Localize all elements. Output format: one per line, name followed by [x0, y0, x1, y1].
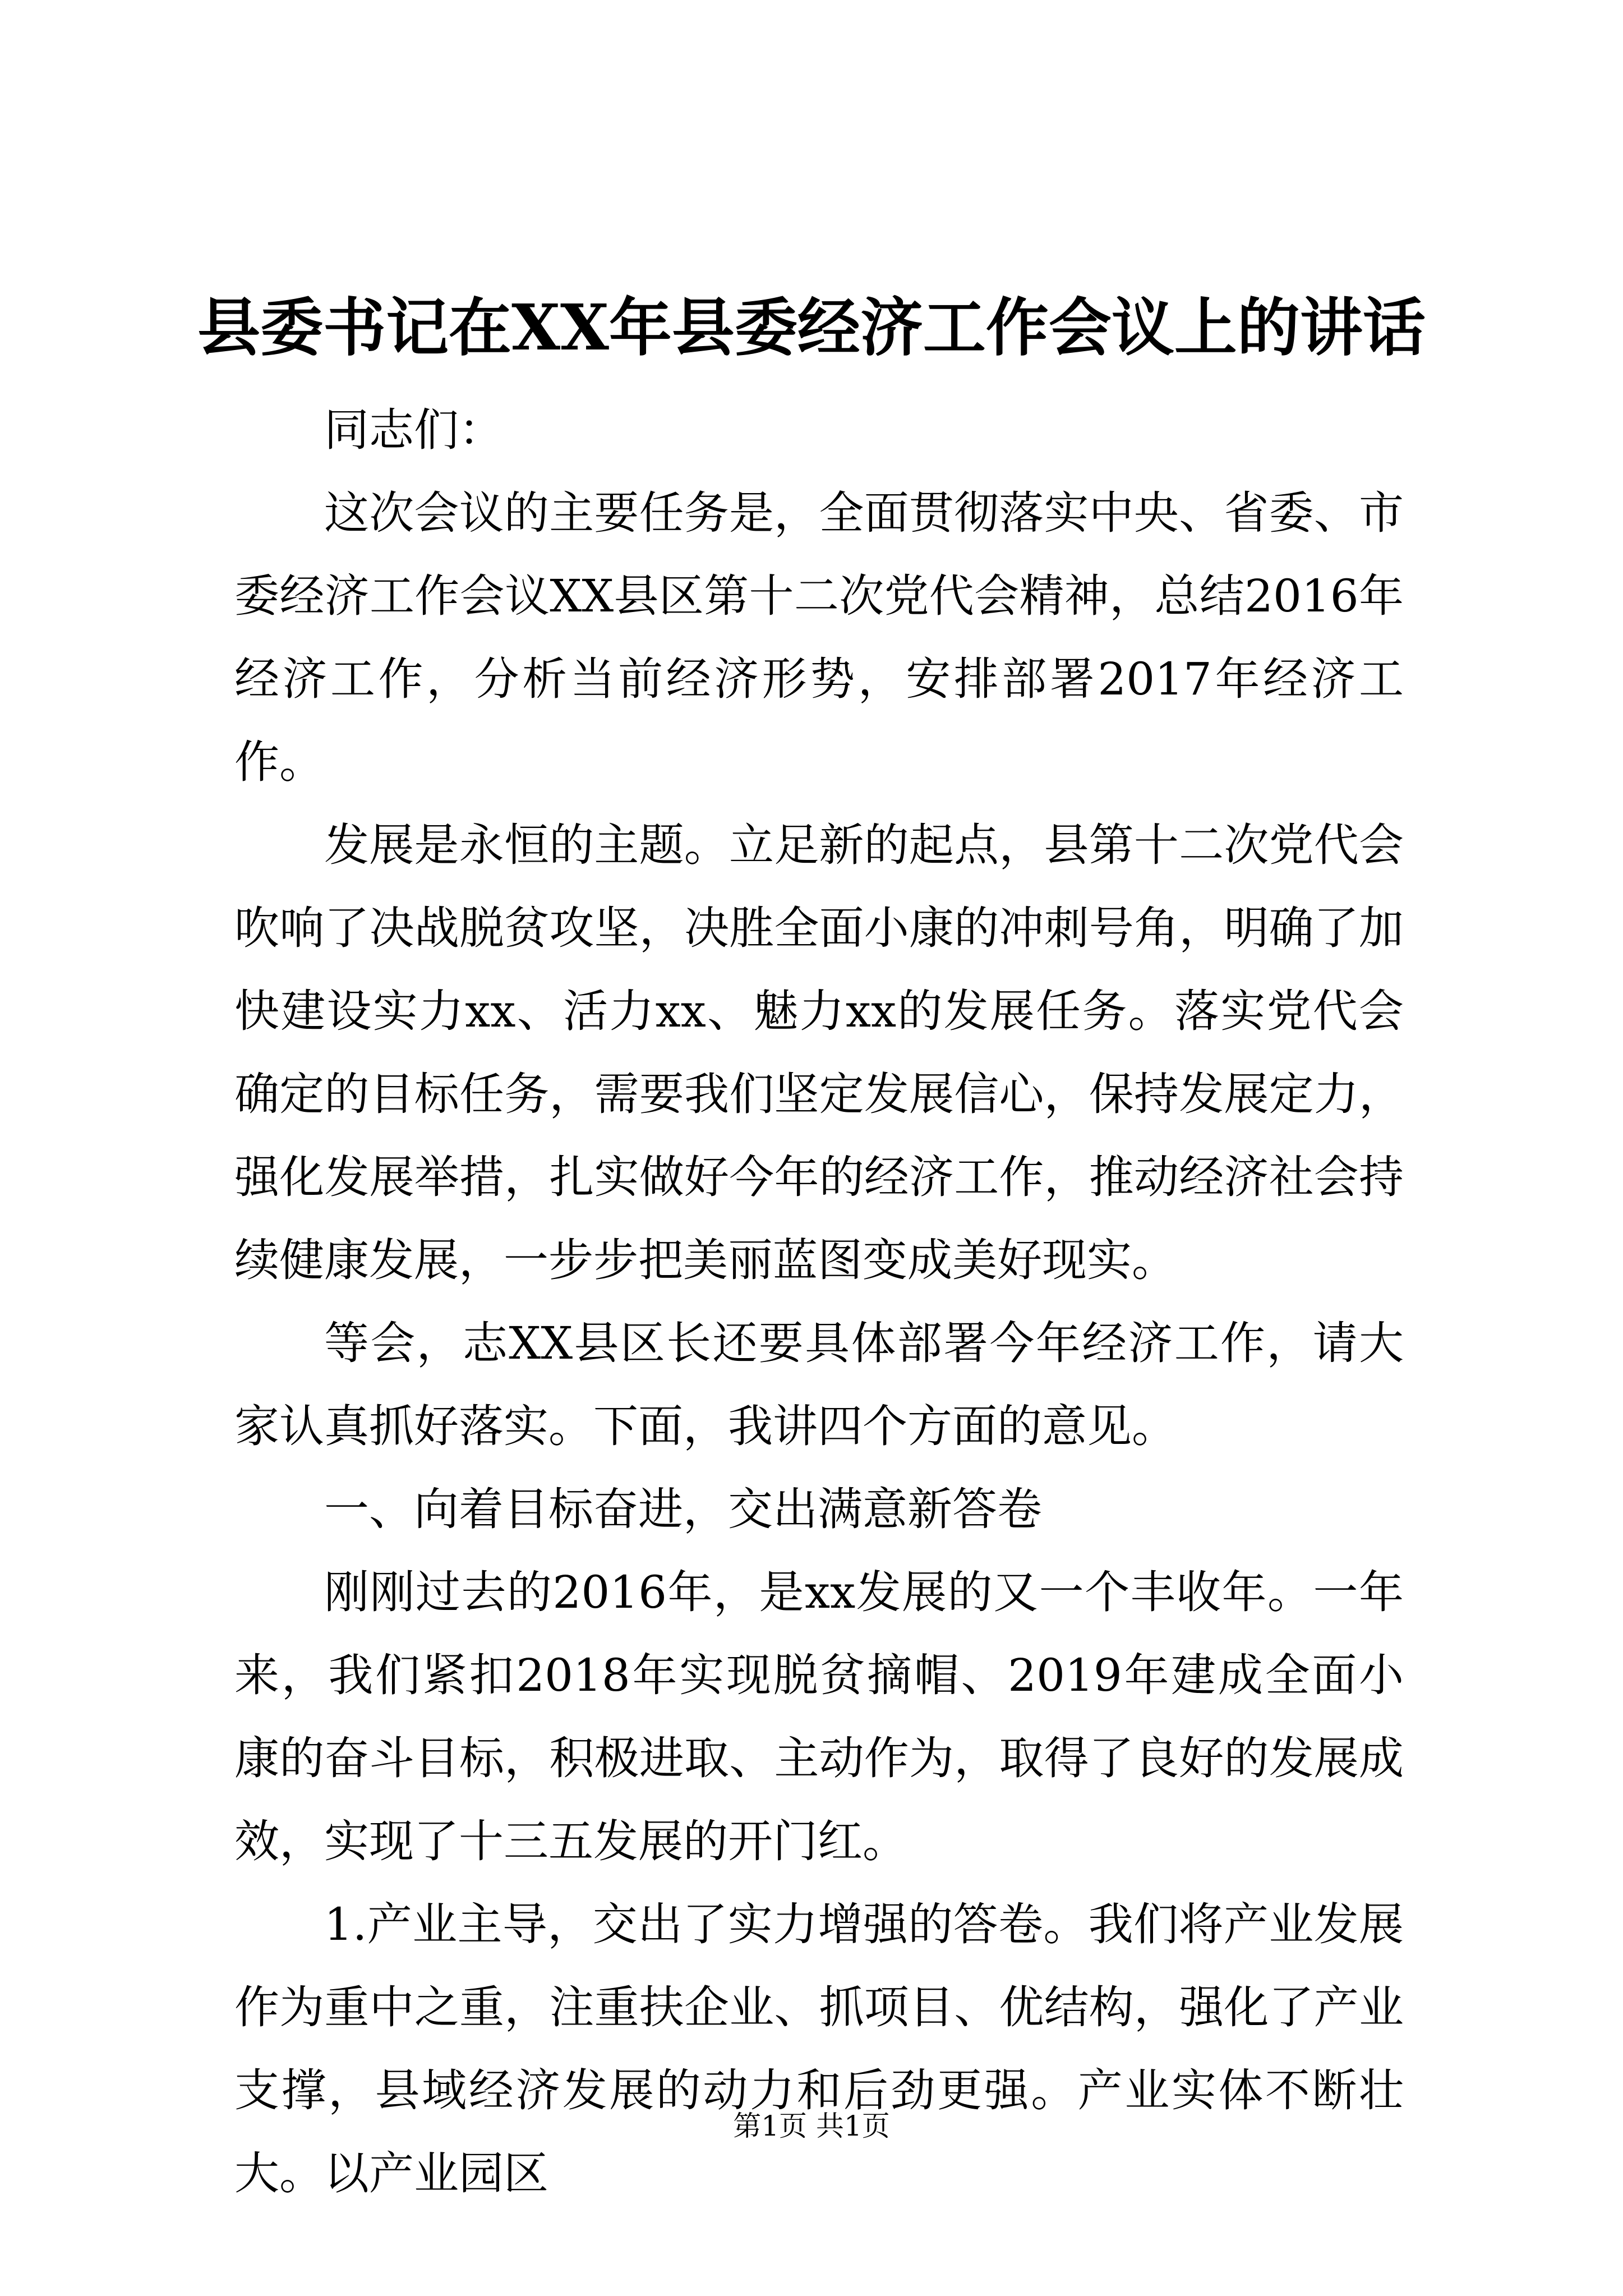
paragraph-meeting-task: 这次会议的主要任务是，全面贯彻落实中央、省委、市委经济工作会议XX县区第十二次党代会精神，总结2016年经济工作，分析当前经济形势，安排部署2017年经济工作。	[234, 487, 1404, 788]
document-body	[234, 389, 1404, 2215]
paragraph-2016-review: 刚刚过去的2016年，是xx发展的又一个丰收年。一年来，我们紧扣2018年实现脱贫摘帽、2019年建成全面小康的奋斗目标，积极进取、主动作为，取得了良好的发展成效，实现了十三五发展的开门红。	[234, 1566, 1404, 1867]
paragraph-four-opinions: 等会，志XX县区长还要具体部署今年经济工作，请大家认真抓好落实。下面，我讲四个方面的意见。	[234, 1317, 1404, 1452]
paragraph-salutation: 同志们：	[324, 404, 504, 456]
paragraph-industry: 1.产业主导，交出了实力增强的答卷。我们将产业发展作为重中之重，注重扶企业、抓项目、优结构，强化了产业支撑，县域经济发展的动力和后劲更强。产业实体不断壮大。以产业园区	[234, 1898, 1404, 2200]
paragraph-development-theme: 发展是永恒的主题。立足新的起点，县第十二次党代会吹响了决战脱贫攻坚，决胜全面小康的冲刺号角，明确了加快建设实力xx、活力xx、魅力xx的发展任务。落实党代会确定的目标任务，需要我们坚定发展信心，保持发展定力，强化发展举措，扎实做好今年的经济工作，推动经济社会持续健康发展，一步步把美丽蓝图变成美好现实。	[234, 819, 1404, 1286]
page-footer: 第1页 共1页	[733, 2110, 890, 2142]
section-heading-1: 一、向着目标奋进，交出满意新答卷	[324, 1483, 1042, 1535]
document-title: 县委书记在XX年县委经济工作会议上的讲话	[197, 291, 1426, 365]
